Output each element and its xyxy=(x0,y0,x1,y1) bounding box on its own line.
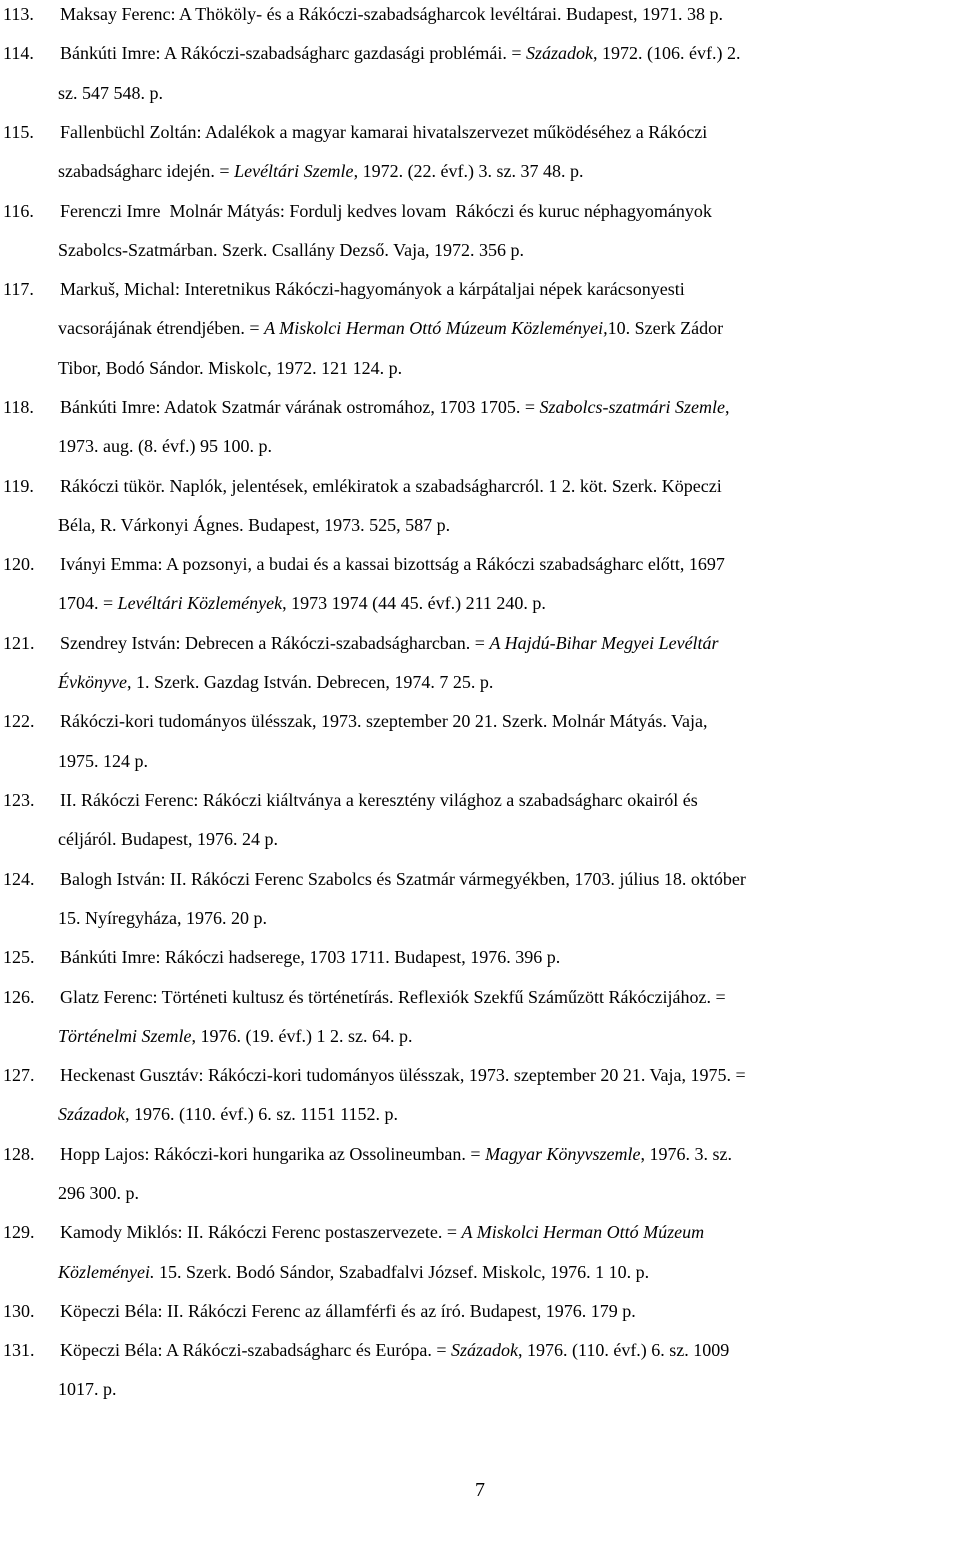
entry-number: 120. xyxy=(3,554,35,575)
bibliography-entry xyxy=(0,42,960,121)
entry-line xyxy=(58,309,955,348)
italic-title: Magyar Könyvszemle xyxy=(485,1143,641,1164)
italic-title: Történelmi Szemle xyxy=(58,1025,192,1046)
entry-segment: sz. 547 548. p. xyxy=(58,82,163,103)
entry-number: 116. xyxy=(3,200,34,221)
entry-segment: 15. Szerk. Bodó Sándor, Szabadfalvi József. Miskolc, 1976. 1 10. p. xyxy=(154,1261,650,1282)
entry-number: 118. xyxy=(3,397,34,417)
entry-segment: , 1972. (22. évf.) 3. sz. 37 48. p. xyxy=(353,161,584,182)
entry-text xyxy=(60,467,955,546)
entry-number: 113. xyxy=(3,4,34,24)
bibliography-entry xyxy=(0,632,960,711)
entry-text xyxy=(60,938,955,977)
entry-text xyxy=(60,1056,955,1135)
entry-line xyxy=(60,938,955,977)
entry-segment: Szendrey István: Debrecen a Rákóczi-szabadságharcban. = xyxy=(60,632,490,653)
entry-line xyxy=(60,1213,955,1252)
entry-line xyxy=(60,270,955,309)
entry-number: 123. xyxy=(3,790,35,810)
entry-segment: , 1976. (110. évf.) 6. sz. 1151 1152. p. xyxy=(125,1104,398,1125)
entry-line xyxy=(60,702,955,741)
entry-line xyxy=(58,584,955,623)
entry-segment: Glatz Ferenc: Történeti kultusz és történetírás. Reflexiók Szekfű Száműzött Rákóczijához. = xyxy=(60,986,726,1007)
entry-segment: 1973. aug. (8. évf.) 95 100. p. xyxy=(58,436,272,457)
entry-text xyxy=(60,978,955,1057)
bibliography-entry xyxy=(0,200,960,279)
entry-number: 129. xyxy=(3,1222,35,1243)
italic-title: A Miskolci Herman Ottó Múzeum xyxy=(461,1222,705,1243)
entry-segment: , xyxy=(725,397,730,417)
entry-segment: 10. Szerk Zádor xyxy=(607,318,724,339)
entry-line xyxy=(60,1056,955,1095)
entry-line xyxy=(58,663,955,702)
entry-line xyxy=(60,113,955,152)
entry-line xyxy=(58,231,955,270)
italic-title: Levéltári Közlemények xyxy=(117,593,283,614)
entry-segment: Bánkúti Imre: A Rákóczi-szabadságharc gazdasági problémái. = xyxy=(60,43,526,64)
entry-segment: , 1976. (19. évf.) 1 2. sz. 64. p. xyxy=(191,1025,413,1046)
bibliography-entry xyxy=(0,710,960,789)
entry-line xyxy=(60,624,955,663)
entry-segment: Rákóczi tükör. Naplók, jelentések, emlékiratok a szabadságharcról. 1 2. köt. Szerk. Köpeczi xyxy=(60,475,722,496)
entry-line xyxy=(58,506,955,545)
entry-line xyxy=(60,467,955,506)
entry-text xyxy=(60,860,955,939)
entry-number: 126. xyxy=(3,986,35,1007)
entry-segment: Kamody Miklós: II. Rákóczi Ferenc postaszervezete. = xyxy=(60,1222,462,1243)
entry-text xyxy=(60,192,955,271)
entry-text xyxy=(60,0,955,34)
entry-segment: 1017. p. xyxy=(58,1379,117,1400)
entry-number: 130. xyxy=(3,1300,35,1321)
entry-segment: Béla, R. Várkonyi Ágnes. Budapest, 1973. 525, 587 p. xyxy=(58,514,451,535)
bibliography-entry xyxy=(0,789,960,868)
entry-number: 127. xyxy=(3,1065,35,1086)
entry-number: 122. xyxy=(3,711,35,732)
entry-number: 119. xyxy=(3,475,34,496)
entry-segment: Bánkúti Imre: Rákóczi hadserege, 1703 1711. Budapest, 1976. 396 p. xyxy=(60,947,561,968)
italic-title: A Miskolci Herman Ottó Múzeum Közleményei, xyxy=(264,318,608,339)
italic-title: Évkönyve xyxy=(58,672,127,693)
entry-line xyxy=(60,0,955,34)
entry-line xyxy=(58,1253,955,1292)
bibliography-entry xyxy=(0,553,960,632)
entry-line xyxy=(58,74,955,113)
italic-title: Századok xyxy=(451,1340,518,1361)
entry-line xyxy=(58,1174,955,1213)
entry-segment: Maksay Ferenc: A Thököly- és a Rákóczi-szabadságharcok levéltárai. Budapest, 1971. 38 p. xyxy=(60,4,723,24)
bibliography-entry xyxy=(0,121,960,200)
bibliography-entry xyxy=(0,1221,960,1300)
entry-line xyxy=(60,1135,955,1174)
entry-segment: Ferenczi Imre Molnár Mátyás: Fordulj kedves lovam Rákóczi és kuruc néphagyományok xyxy=(60,200,712,221)
entry-number: 117. xyxy=(3,279,34,300)
italic-title: Századok xyxy=(58,1104,125,1125)
entry-segment: Balogh István: II. Rákóczi Ferenc Szabolcs és Szatmár vármegyékben, 1703. július 18. október xyxy=(60,868,746,889)
entry-text xyxy=(60,1331,955,1410)
entry-text xyxy=(60,1292,955,1331)
entry-segment: Iványi Emma: A pozsonyi, a budai és a kassai bizottság a Rákóczi szabadságharc előtt, 1697 xyxy=(60,554,725,575)
entry-segment: Heckenast Gusztáv: Rákóczi-kori tudományos ülésszak, 1973. szeptember 20 21. Vaja, 1975. = xyxy=(60,1065,746,1086)
entry-line xyxy=(60,1331,955,1370)
entry-segment: , 1976. 3. sz. xyxy=(640,1143,733,1164)
bibliography-entry xyxy=(0,278,960,396)
entry-segment: , 1976. (110. évf.) 6. sz. 1009 xyxy=(518,1340,730,1361)
entry-line xyxy=(58,820,955,859)
entry-line xyxy=(60,388,955,427)
entry-segment: vacsorájának étrendjében. = xyxy=(58,318,265,339)
bibliography-entry xyxy=(0,396,960,475)
entry-text xyxy=(60,388,955,467)
bibliography-entry xyxy=(0,986,960,1065)
entry-text xyxy=(60,34,955,113)
entry-line xyxy=(60,545,955,584)
entry-segment: , 1972. (106. évf.) 2. xyxy=(593,43,741,64)
entry-segment: 15. Nyíregyháza, 1976. 20 p. xyxy=(58,907,267,928)
entry-segment: Rákóczi-kori tudományos ülésszak, 1973. szeptember 20 21. Szerk. Molnár Mátyás. Vaja, xyxy=(60,711,708,732)
entry-number: 125. xyxy=(3,947,35,968)
entry-line xyxy=(58,427,955,466)
entry-line xyxy=(58,349,955,388)
italic-title: Közleményei. xyxy=(58,1261,155,1282)
entry-segment: céljáról. Budapest, 1976. 24 p. xyxy=(58,829,278,850)
page-number: 7 xyxy=(475,1479,485,1501)
italic-title: Szabolcs-szatmári Szemle xyxy=(539,397,726,417)
entry-segment: 1704. = xyxy=(58,593,118,614)
entry-number: 114. xyxy=(3,43,34,64)
entry-segment: Szabolcs-Szatmárban. Szerk. Csallány Dezső. Vaja, 1972. 356 p. xyxy=(58,239,525,260)
entry-number: 124. xyxy=(3,868,35,889)
entry-segment: Hopp Lajos: Rákóczi-kori hungarika az Ossolineumban. = xyxy=(60,1143,486,1164)
entry-segment: 296 300. p. xyxy=(58,1182,139,1203)
bibliography-entry xyxy=(0,475,960,554)
entry-segment: szabadságharc idején. = xyxy=(58,161,235,182)
entry-line xyxy=(60,34,955,73)
entry-line xyxy=(58,1095,955,1134)
entry-line xyxy=(58,1370,955,1409)
entry-text xyxy=(60,1213,955,1292)
bibliography-entry xyxy=(0,868,960,947)
entry-line xyxy=(58,742,955,781)
entry-number: 121. xyxy=(3,632,35,653)
entry-text xyxy=(60,624,955,703)
entry-line xyxy=(60,781,955,820)
entry-text xyxy=(60,545,955,624)
entry-text xyxy=(60,1135,955,1214)
entry-segment: Fallenbüchl Zoltán: Adalékok a magyar kamarai hivatalszervezet működéséhez a Rákóczi xyxy=(60,121,708,142)
entry-text xyxy=(60,781,955,860)
entry-segment: , 1973 1974 (44 45. évf.) 211 240. p. xyxy=(282,593,546,614)
bibliography-entry xyxy=(0,1143,960,1222)
italic-title: Századok xyxy=(526,43,593,64)
entry-segment: Köpeczi Béla: II. Rákóczi Ferenc az államférfi és az író. Budapest, 1976. 179 p. xyxy=(60,1300,636,1321)
entry-text xyxy=(60,270,955,388)
entry-segment: Köpeczi Béla: A Rákóczi-szabadságharc és Európa. = xyxy=(60,1340,451,1361)
bibliography-entry xyxy=(0,1339,960,1418)
entry-segment: , 1. Szerk. Gazdag István. Debrecen, 1974. 7 25. p. xyxy=(126,672,494,693)
entry-segment: II. Rákóczi Ferenc: Rákóczi kiáltványa a keresztény világhoz a szabadságharc okairól és xyxy=(60,790,698,810)
entry-text xyxy=(60,702,955,781)
entry-line xyxy=(58,152,955,191)
entry-number: 131. xyxy=(3,1340,35,1361)
entry-text xyxy=(60,113,955,192)
entry-segment: Markuš, Michal: Interetnikus Rákóczi-hagyományok a kárpátaljai népek karácsonyesti xyxy=(60,279,685,300)
entry-segment: Tibor, Bodó Sándor. Miskolc, 1972. 121 124. p. xyxy=(58,357,403,378)
entry-number: 115. xyxy=(3,121,34,142)
entry-segment: 1975. 124 p. xyxy=(58,750,148,771)
entry-line xyxy=(60,978,955,1017)
entry-number: 128. xyxy=(3,1143,35,1164)
entry-line xyxy=(58,899,955,938)
entry-line xyxy=(60,860,955,899)
entry-segment: Bánkúti Imre: Adatok Szatmár várának ostromához, 1703 1705. = xyxy=(60,397,540,417)
entry-line xyxy=(58,1017,955,1056)
entry-line xyxy=(60,192,955,231)
italic-title: A Hajdú-Bihar Megyei Levéltár xyxy=(489,632,719,653)
bibliography-entry xyxy=(0,1064,960,1143)
italic-title: Levéltári Szemle xyxy=(234,161,354,182)
entry-line xyxy=(60,1292,955,1331)
